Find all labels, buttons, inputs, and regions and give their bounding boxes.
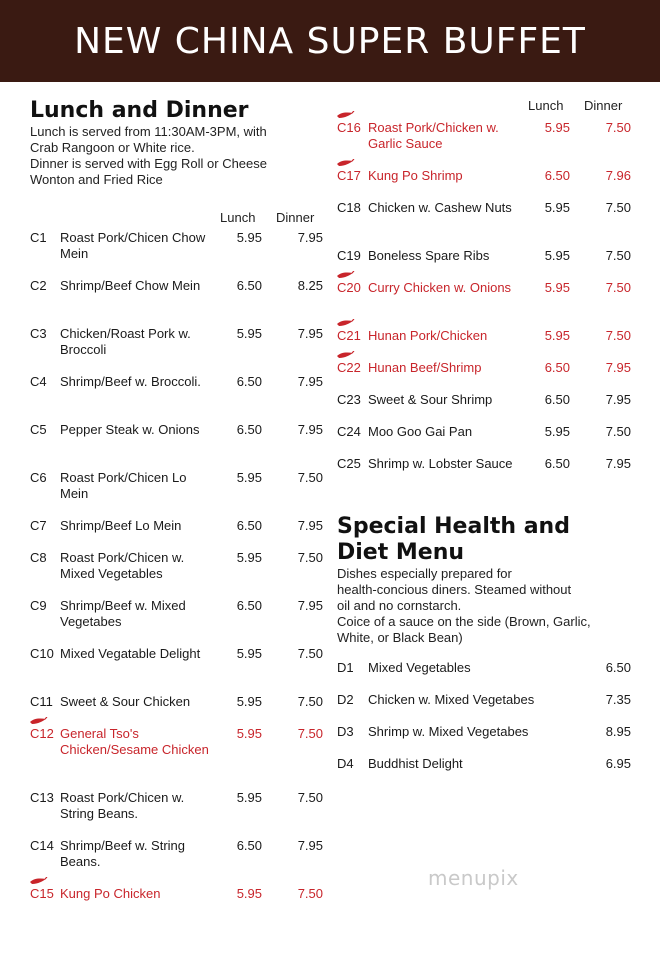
item-dinner-price: 7.95 <box>297 230 323 245</box>
item-code: C8 <box>30 550 47 565</box>
item-lunch-price: 6.50 <box>236 518 262 533</box>
item-lunch-price: 6.50 <box>236 598 262 613</box>
item-price: 7.35 <box>605 692 631 707</box>
item-lunch-price: 6.50 <box>544 360 570 375</box>
dinner-column-header: Dinner <box>584 98 623 113</box>
menupix-watermark: menupix <box>428 866 519 890</box>
menu-item-row <box>30 470 326 501</box>
lunch-dinner-note-line: Crab Rangoon or White rice. <box>30 140 195 155</box>
diet-heading-line: Diet Menu <box>337 540 465 565</box>
item-dinner-price: 7.95 <box>297 422 323 437</box>
item-dinner-price: 7.50 <box>297 790 323 805</box>
dinner-column-header: Dinner <box>276 210 315 225</box>
item-name: Shrimp/Beef w. Broccoli. <box>60 374 201 389</box>
item-code: C16 <box>337 120 361 135</box>
lunch-dinner-note-line: Wonton and Fried Rice <box>30 172 163 187</box>
item-code: C3 <box>30 326 47 341</box>
item-lunch-price: 5.95 <box>544 248 570 263</box>
item-code: C4 <box>30 374 47 389</box>
item-code: C15 <box>30 886 54 901</box>
item-name: Roast Pork/Chicen w. Mixed Vegetables <box>60 550 185 581</box>
item-lunch-price: 6.50 <box>236 278 262 293</box>
item-code: D2 <box>337 692 354 707</box>
item-name: Roast Pork/Chicen w. String Beans. <box>60 790 185 821</box>
item-lunch-price: 5.95 <box>236 550 262 565</box>
menu-item-row <box>30 886 326 902</box>
chili-pepper-icon <box>335 159 355 167</box>
item-lunch-price: 5.95 <box>236 790 262 805</box>
left-column <box>30 98 326 926</box>
item-code: C23 <box>337 392 361 407</box>
chili-pepper-icon <box>28 717 48 725</box>
menu-item-row <box>30 326 326 357</box>
item-dinner-price: 7.95 <box>605 360 631 375</box>
item-code: C17 <box>337 168 361 183</box>
item-name: Pepper Steak w. Onions <box>60 422 200 437</box>
menu-item-row <box>30 726 326 757</box>
item-name: Shrimp/Beef Lo Mein <box>60 518 182 533</box>
item-dinner-price: 7.50 <box>605 248 631 263</box>
menu-item-row <box>30 230 326 261</box>
diet-note-line: Coice of a sauce on the side (Brown, Garlic, <box>337 614 591 629</box>
item-lunch-price: 5.95 <box>544 280 570 295</box>
item-code: C1 <box>30 230 47 245</box>
price-column-headers <box>30 210 326 226</box>
item-code: D4 <box>337 756 354 771</box>
item-dinner-price: 7.50 <box>297 550 323 565</box>
diet-note-line: White, or Black Bean) <box>337 630 463 645</box>
item-name: Chicken w. Mixed Vegetabes <box>368 692 535 707</box>
item-lunch-price: 5.95 <box>544 120 570 135</box>
diet-note-line: Dishes especially prepared for <box>337 566 512 581</box>
item-name: Roast Pork/Chicen Lo Mein <box>60 470 187 501</box>
item-name: Shrimp/Beef w. Mixed Vegetabes <box>60 598 186 629</box>
item-dinner-price: 7.50 <box>605 424 631 439</box>
diet-note-line: oil and no cornstarch. <box>337 598 462 613</box>
item-lunch-price: 6.50 <box>544 456 570 471</box>
item-dinner-price: 7.95 <box>297 598 323 613</box>
item-code: C24 <box>337 424 361 439</box>
price-column-headers <box>337 98 634 114</box>
item-price: 8.95 <box>605 724 631 739</box>
item-code: C7 <box>30 518 47 533</box>
item-name: Boneless Spare Ribs <box>368 248 490 263</box>
item-name: Sweet & Sour Shrimp <box>368 392 493 407</box>
item-dinner-price: 7.95 <box>605 392 631 407</box>
item-name: Shrimp/Beef w. String Beans. <box>60 838 185 869</box>
menu-item-row <box>30 838 326 869</box>
menu-item-row <box>30 598 326 629</box>
diet-menu-list <box>337 660 634 780</box>
item-lunch-price: 5.95 <box>236 326 262 341</box>
item-dinner-price: 7.95 <box>297 326 323 341</box>
header-banner <box>0 0 660 82</box>
item-dinner-price: 7.50 <box>605 200 631 215</box>
lunch-column-header: Lunch <box>220 210 256 225</box>
item-lunch-price: 5.95 <box>236 726 262 741</box>
item-name: Curry Chicken w. Onions <box>368 280 512 295</box>
item-dinner-price: 7.50 <box>297 694 323 709</box>
item-name: Buddhist Delight <box>368 756 463 771</box>
item-dinner-price: 7.95 <box>297 374 323 389</box>
menu-item-row <box>30 374 326 390</box>
chili-pepper-icon <box>335 271 355 279</box>
item-lunch-price: 5.95 <box>544 328 570 343</box>
item-name: Moo Goo Gai Pan <box>368 424 473 439</box>
menu-item-row <box>30 422 326 438</box>
item-lunch-price: 6.50 <box>236 838 262 853</box>
chili-pepper-icon <box>335 111 355 119</box>
item-price: 6.95 <box>605 756 631 771</box>
item-dinner-price: 7.96 <box>605 168 631 183</box>
item-dinner-price: 7.50 <box>297 726 323 741</box>
item-code: C22 <box>337 360 361 375</box>
item-name: Shrimp w. Mixed Vegetabes <box>368 724 529 739</box>
item-dinner-price: 7.95 <box>297 838 323 853</box>
item-dinner-price: 7.50 <box>297 646 323 661</box>
item-dinner-price: 7.50 <box>605 328 631 343</box>
menu-item-row <box>30 694 326 710</box>
item-lunch-price: 5.95 <box>236 694 262 709</box>
item-dinner-price: 7.50 <box>605 280 631 295</box>
item-name: Kung Po Chicken <box>60 886 161 901</box>
item-code: C25 <box>337 456 361 471</box>
item-price: 6.50 <box>605 660 631 675</box>
lunch-dinner-note-line: Dinner is served with Egg Roll or Cheese <box>30 156 267 171</box>
menu-item-row <box>30 646 326 662</box>
menu-item-row <box>30 518 326 534</box>
item-name: Chicken/Roast Pork w. Broccoli <box>60 326 191 357</box>
diet-note-line: health-concious diners. Steamed without <box>337 582 572 597</box>
item-name: Shrimp/Beef Chow Mein <box>60 278 201 293</box>
item-code: C18 <box>337 200 361 215</box>
item-dinner-price: 7.50 <box>605 120 631 135</box>
menu-item-row <box>30 278 326 294</box>
item-lunch-price: 6.50 <box>236 374 262 389</box>
lunch-dinner-note-line: Lunch is served from 11:30AM-3PM, with <box>30 124 267 139</box>
lunch-column-header: Lunch <box>528 98 564 113</box>
item-name: Chicken w. Cashew Nuts <box>368 200 512 215</box>
item-lunch-price: 6.50 <box>236 422 262 437</box>
diet-section <box>337 514 634 780</box>
left-menu-list <box>30 226 326 926</box>
item-name: Kung Po Shrimp <box>368 168 463 183</box>
item-code: C12 <box>30 726 54 741</box>
item-dinner-price: 7.50 <box>297 886 323 901</box>
item-lunch-price: 5.95 <box>544 424 570 439</box>
item-name: Shrimp w. Lobster Sauce <box>368 456 513 471</box>
menu-item-row <box>30 790 326 821</box>
item-code: C13 <box>30 790 54 805</box>
item-lunch-price: 5.95 <box>236 886 262 901</box>
item-lunch-price: 6.50 <box>544 168 570 183</box>
chili-pepper-icon <box>335 319 355 327</box>
item-code: C6 <box>30 470 47 485</box>
item-code: C21 <box>337 328 361 343</box>
item-code: D3 <box>337 724 354 739</box>
item-dinner-price: 7.50 <box>297 470 323 485</box>
restaurant-title: NEW CHINA SUPER BUFFET <box>74 20 586 62</box>
chili-pepper-icon <box>335 351 355 359</box>
right-menu-list <box>337 114 634 506</box>
item-lunch-price: 6.50 <box>544 392 570 407</box>
item-code: D1 <box>337 660 354 675</box>
item-code: C2 <box>30 278 47 293</box>
item-name: Roast Pork/Chicken w. Garlic Sauce <box>368 120 499 151</box>
item-code: C11 <box>30 694 53 709</box>
item-name: Hunan Pork/Chicken <box>368 328 488 343</box>
item-code: C5 <box>30 422 47 437</box>
item-name: Sweet & Sour Chicken <box>60 694 191 709</box>
item-name: Mixed Vegatable Delight <box>60 646 201 661</box>
item-code: C14 <box>30 838 54 853</box>
item-dinner-price: 8.25 <box>297 278 323 293</box>
item-name: General Tso's Chicken/Sesame Chicken <box>60 726 209 757</box>
chili-pepper-icon <box>28 877 48 885</box>
item-lunch-price: 5.95 <box>236 230 262 245</box>
item-dinner-price: 7.95 <box>297 518 323 533</box>
item-lunch-price: 5.95 <box>544 200 570 215</box>
item-code: C9 <box>30 598 47 613</box>
item-code: C19 <box>337 248 361 263</box>
item-name: Roast Pork/Chicen Chow Mein <box>60 230 206 261</box>
diet-heading-line: Special Health and <box>337 514 570 539</box>
item-name: Hunan Beef/Shrimp <box>368 360 482 375</box>
item-lunch-price: 5.95 <box>236 470 262 485</box>
item-lunch-price: 5.95 <box>236 646 262 661</box>
right-column <box>337 98 634 780</box>
menu-item-row <box>30 550 326 581</box>
item-code: C10 <box>30 646 54 661</box>
item-code: C20 <box>337 280 361 295</box>
item-name: Mixed Vegetables <box>368 660 471 675</box>
item-dinner-price: 7.95 <box>605 456 631 471</box>
lunch-dinner-heading: Lunch and Dinner <box>30 98 249 123</box>
